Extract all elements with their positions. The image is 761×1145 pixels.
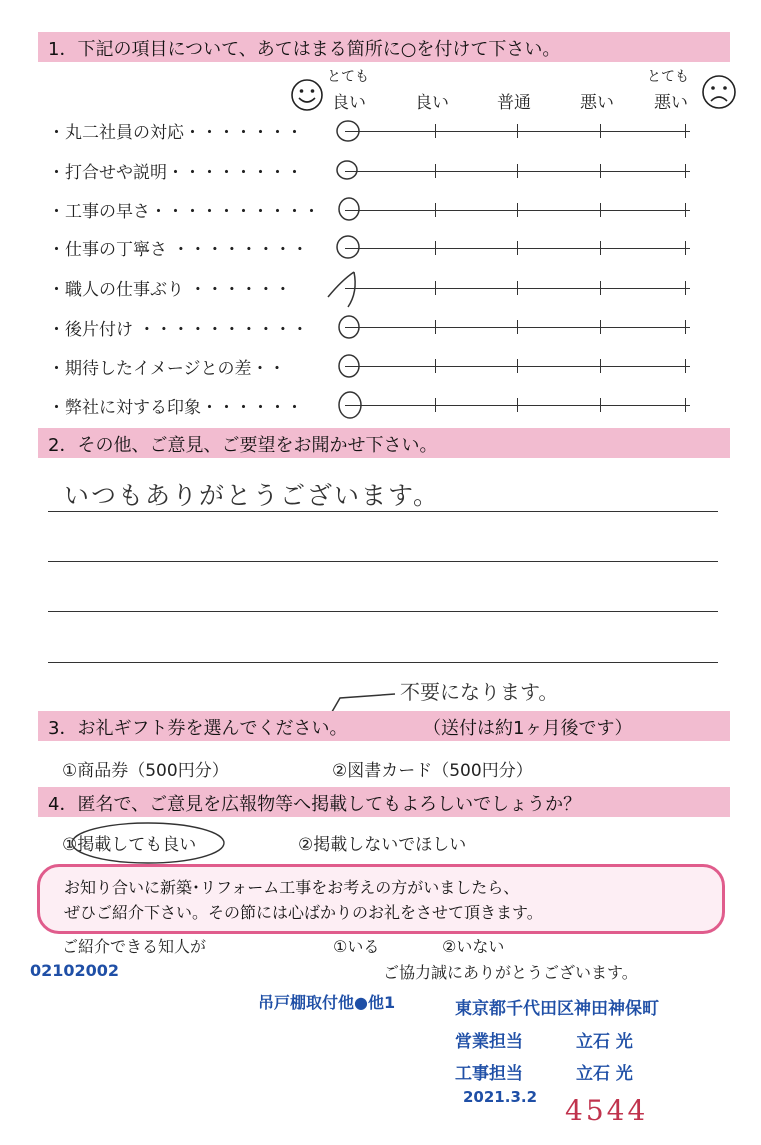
section1-heading: 1．下記の項目について、あてはまる箇所に○を付けて下さい。 [48,39,561,60]
referral-box [37,864,725,934]
section3-heading-band [38,711,730,741]
rating-item-label: ・打合せや説明・・・・・・・・ [48,163,303,183]
scale-good: 良い [415,93,449,113]
referral-line-1: お知り合いに新築･リフォーム工事をお考えの方がいましたら、 [64,878,520,897]
gift-option-2: ②図書カード（500円分） [332,761,533,781]
rating-item-label: ・期待したイメージとの差・・ [48,359,286,379]
frown-face-icon [701,74,737,110]
section3-heading: 3．お礼ギフト券を選んでください。 [48,718,348,739]
gift-option-1: ①商品券（500円分） [62,761,229,781]
comment-line [48,511,718,512]
scale-very-bad-prefix: とても [647,69,689,85]
handwritten-selection-circle [66,818,226,870]
publish-option-2: ②掲載しないでほしい [298,835,467,855]
handwritten-number: 4544 [565,1094,649,1127]
rating-item-label: ・後片付け ・・・・・・・・・・ [48,320,309,340]
section2-heading-band [38,428,730,458]
thanks-message: ご協力誠にありがとうございます。 [383,963,638,982]
rating-item-label: ・職人の仕事ぶり ・・・・・・ [48,280,292,300]
section1-heading-band [38,32,730,62]
handwritten-circle-marks [318,112,378,422]
section2-heading: 2．その他、ご意見、ご要望をお聞かせ下さい。 [48,435,438,456]
comment-line [48,561,718,562]
handwritten-note: 不要になります。 [400,680,559,704]
scale-very-good-prefix: とても [327,69,369,85]
scale-average: 普通 [497,93,531,113]
referral-option-no: ②いない [442,937,505,956]
address: 東京都千代田区神田神保町 [455,999,659,1019]
rating-item-label: ・仕事の丁寧さ ・・・・・・・・ [48,240,309,260]
section4-heading: 4．匿名で、ご意見を広報物等へ掲載してもよろしいでしょうか？ [48,794,582,815]
section3-heading-note: （送付は約1ヶ月後です） [423,718,633,739]
scale-bad: 悪い [580,93,614,113]
scale-very-good: 良い [332,93,366,113]
sales-label: 営業担当 [455,1032,523,1052]
scale-very-bad: 悪い [654,93,688,113]
rating-item-label: ・弊社に対する印象・・・・・・ [48,398,303,418]
sales-name: 立石 光 [576,1032,633,1052]
work-label: 工事担当 [455,1064,523,1084]
referral-option-yes: ①いる [333,937,380,956]
smile-face-icon [290,78,324,112]
rating-item-label: ・工事の早さ・・・・・・・・・・ [48,202,320,222]
work-name: 立石 光 [576,1064,633,1084]
customer-code: 02102002 [30,961,120,980]
work-description: 吊戸棚取付他●他1 [258,993,396,1012]
handwritten-comment: いつもありがとうございます。 [64,481,441,510]
comment-line [48,662,718,663]
comment-line [48,611,718,612]
referral-question: ご紹介できる知人が [62,937,207,956]
referral-line-2: ぜひご紹介下さい。その節には心ばかりのお礼をさせて頂きます。 [64,903,543,922]
section4-heading-band [38,787,730,817]
publish-option-1: ①掲載しても良い [62,835,197,855]
date: 2021.3.2 [463,1088,538,1106]
rating-item-label: ・丸二社員の対応・・・・・・・ [48,123,303,143]
